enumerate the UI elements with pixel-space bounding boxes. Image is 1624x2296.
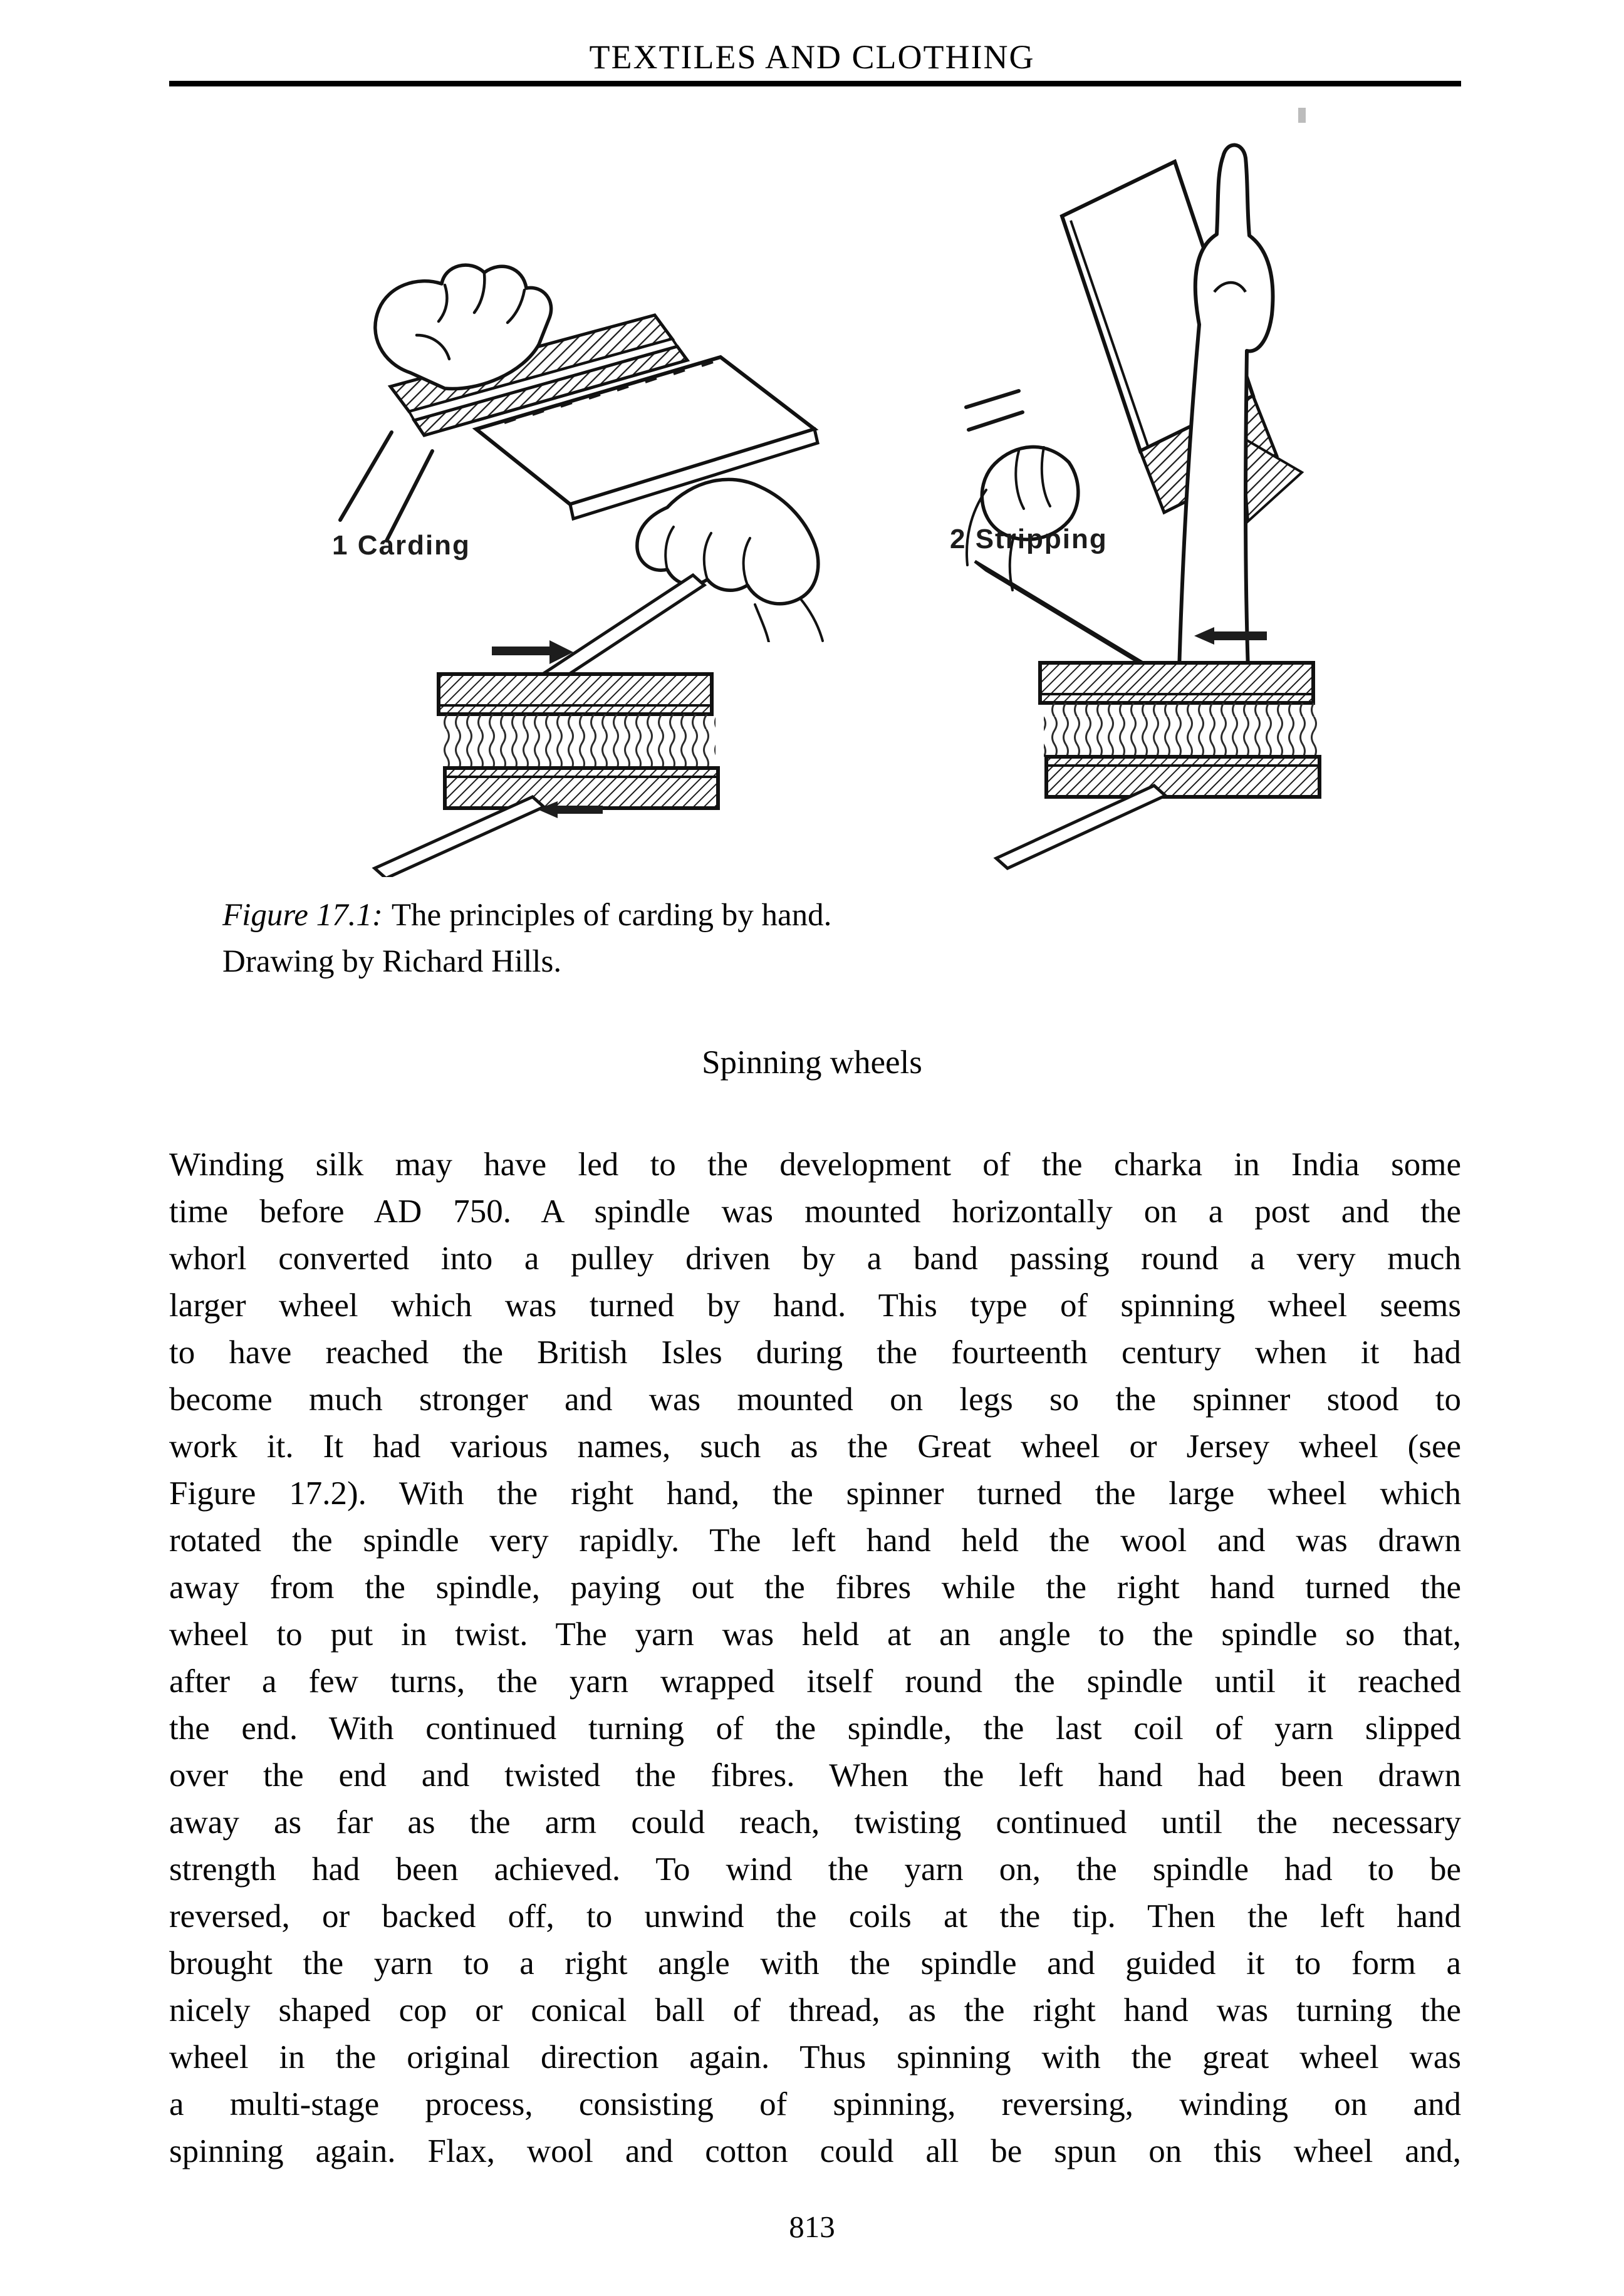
body-line: reversed, or backed off, to unwind the coils at the tip. Then the left hand [169, 1898, 1461, 1935]
body-line: after a few turns, the yarn wrapped itself round the spindle until it reached [169, 1663, 1461, 1700]
body-line: away as far as the arm could reach, twisting continued until the necessary [169, 1804, 1461, 1841]
figure-caption-text: The principles of carding by hand. [391, 898, 832, 933]
body-line: nicely shaped cop or conical ball of thread, as the right hand was turning the [169, 1992, 1461, 2028]
running-head: TEXTILES AND CLOTHING [589, 38, 1035, 76]
body-line: wheel to put in twist. The yarn was held at an angle to the spindle so that, [169, 1616, 1461, 1653]
section-heading: Spinning wheels [702, 1044, 922, 1081]
body-paragraph [169, 1141, 1461, 2175]
body-line: larger wheel which was turned by hand. This type of spinning wheel seems [169, 1287, 1461, 1324]
figure-label-stripping: 2 Stripping [950, 524, 1108, 554]
body-line: work it. It had various names, such as the Great wheel or Jersey wheel (see [169, 1428, 1461, 1465]
body-line: to have reached the British Isles during the fourteenth century when it had [169, 1334, 1461, 1371]
body-line: whorl converted into a pulley driven by a band passing round a very much [169, 1240, 1461, 1277]
header-rule [169, 81, 1461, 86]
body-line: Winding silk may have led to the development of the charka in India some [169, 1146, 1461, 1183]
figure-caption-number: Figure 17.1: [222, 898, 383, 933]
figure-label-carding: 1 Carding [332, 530, 471, 561]
body-line: wheel in the original direction again. Thus spinning with the great wheel was [169, 2039, 1461, 2075]
page-number: 813 [789, 2210, 835, 2244]
figure-caption-line2: Drawing by Richard Hills. [222, 944, 562, 979]
body-line: become much stronger and was mounted on legs so the spinner stood to [169, 1381, 1461, 1418]
body-line: strength had been achieved. To wind the yarn on, the spindle had to be [169, 1851, 1461, 1888]
body-line: the end. With continued turning of the spindle, the last coil of yarn slipped [169, 1710, 1461, 1747]
carding-diagram-left [351, 564, 815, 877]
figure-caption [222, 892, 1288, 985]
body-line: a multi-stage process, consisting of spinning, reversing, winding on and [169, 2086, 1461, 2122]
body-line: time before AD 750. A spindle was mounted horizontally on a post and the [169, 1193, 1461, 1230]
body-line: over the end and twisted the fibres. When the left hand had been drawn [169, 1757, 1461, 1794]
body-line: spinning again. Flax, wool and cotton could all be spun on this wheel and, [169, 2133, 1461, 2169]
body-line: Figure 17.2). With the right hand, the spinner turned the large wheel which [169, 1475, 1461, 1512]
figure-caption-line1 [222, 892, 1288, 938]
body-line: away from the spindle, paying out the fibres while the right hand turned the [169, 1569, 1461, 1606]
carding-diagram-right [959, 551, 1422, 877]
body-line: brought the yarn to a right angle with the spindle and guided it to form a [169, 1945, 1461, 1982]
body-line: rotated the spindle very rapidly. The left hand held the wool and was drawn [169, 1522, 1461, 1559]
arrow-left-icon [1194, 627, 1267, 645]
